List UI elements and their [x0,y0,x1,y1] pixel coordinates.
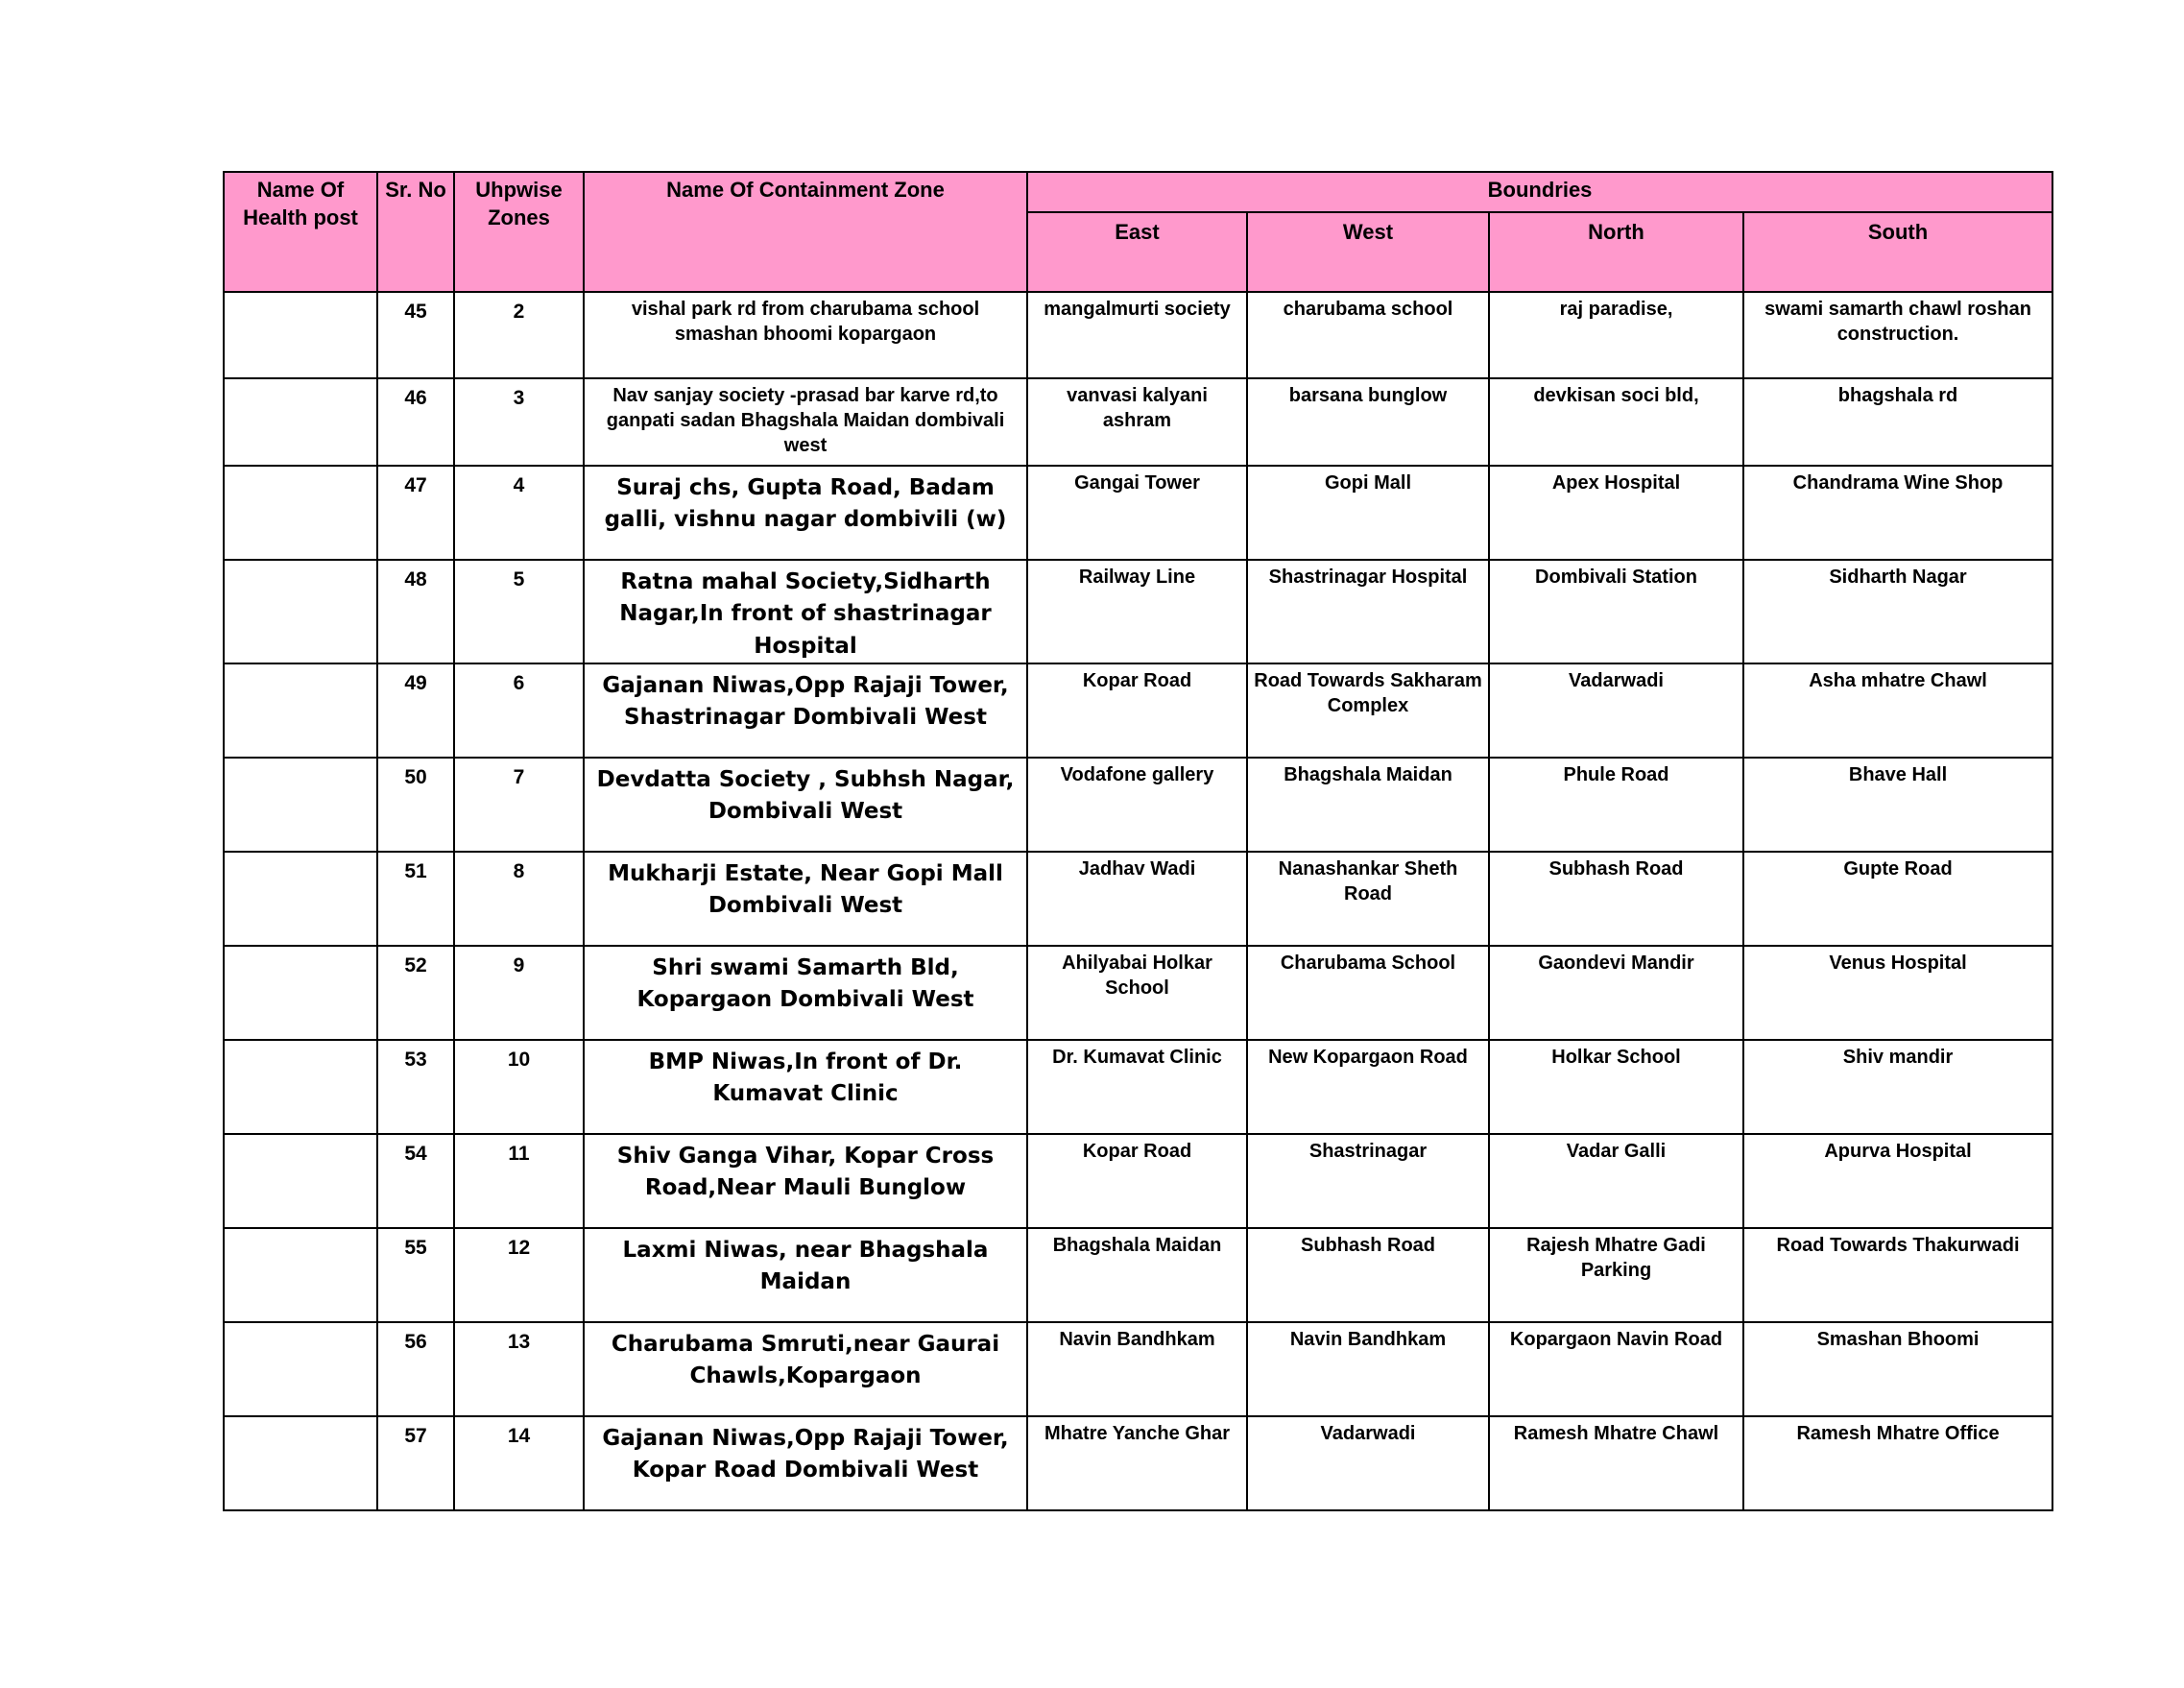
cell-west: Shastrinagar Hospital [1247,560,1489,663]
cell-zone: 3 [454,378,584,466]
cell-west: Road Towards Sakharam Complex [1247,663,1489,758]
cell-west: Nanashankar Sheth Road [1247,852,1489,946]
cell-south: Shiv mandir [1743,1040,2052,1134]
cell-south: Bhave Hall [1743,758,2052,852]
table-header [224,172,2052,292]
cell-south: Gupte Road [1743,852,2052,946]
table-row [224,1322,2052,1416]
cell-zone-name: Shiv Ganga Vihar, Kopar Cross Road,Near Mauli Bunglow [584,1134,1027,1228]
cell-north: Dombivali Station [1489,560,1743,663]
cell-zone-name: Devdatta Society , Subhsh Nagar, Dombivali West [584,758,1027,852]
cell-sr-no: 49 [377,663,454,758]
header-boundries: Boundries [1027,172,2052,212]
table-row [224,1040,2052,1134]
cell-sr-no: 51 [377,852,454,946]
cell-zone-name: Gajanan Niwas,Opp Rajaji Tower, Kopar Road Dombivali West [584,1416,1027,1510]
cell-health-post [224,378,377,466]
header-health-post: Name Of Health post [224,172,377,292]
cell-sr-no: 54 [377,1134,454,1228]
cell-zone-name: Nav sanjay society -prasad bar karve rd,to ganpati sadan Bhagshala Maidan dombivali west [584,378,1027,466]
cell-zone: 11 [454,1134,584,1228]
cell-sr-no: 52 [377,946,454,1040]
cell-east: Kopar Road [1027,1134,1247,1228]
cell-zone-name: Suraj chs, Gupta Road, Badam galli, vishnu nagar dombivili (w) [584,466,1027,560]
cell-health-post [224,852,377,946]
cell-health-post [224,466,377,560]
table-body [224,292,2052,1510]
cell-west: Shastrinagar [1247,1134,1489,1228]
cell-south: Smashan Bhoomi [1743,1322,2052,1416]
cell-east: Kopar Road [1027,663,1247,758]
header-west: West [1247,212,1489,292]
header-containment-zone: Name Of Containment Zone [584,172,1027,292]
table-row [224,852,2052,946]
cell-east: Vodafone gallery [1027,758,1247,852]
cell-zone: 10 [454,1040,584,1134]
cell-health-post [224,1228,377,1322]
cell-health-post [224,758,377,852]
header-south: South [1743,212,2052,292]
cell-north: Ramesh Mhatre Chawl [1489,1416,1743,1510]
cell-south: Ramesh Mhatre Office [1743,1416,2052,1510]
cell-east: Bhagshala Maidan [1027,1228,1247,1322]
cell-zone-name: Charubama Smruti,near Gaurai Chawls,Kopargaon [584,1322,1027,1416]
cell-sr-no: 53 [377,1040,454,1134]
cell-east: vanvasi kalyani ashram [1027,378,1247,466]
cell-sr-no: 55 [377,1228,454,1322]
cell-zone-name: Shri swami Samarth Bld, Kopargaon Dombivali West [584,946,1027,1040]
cell-zone: 9 [454,946,584,1040]
header-sr-no: Sr. No [377,172,454,292]
header-east: East [1027,212,1247,292]
cell-north: Apex Hospital [1489,466,1743,560]
cell-zone-name: vishal park rd from charubama school smashan bhoomi kopargaon [584,292,1027,378]
cell-west: Gopi Mall [1247,466,1489,560]
cell-zone-name: Mukharji Estate, Near Gopi Mall Dombivali West [584,852,1027,946]
table-row [224,663,2052,758]
cell-zone: 6 [454,663,584,758]
cell-north: Kopargaon Navin Road [1489,1322,1743,1416]
header-north: North [1489,212,1743,292]
cell-zone: 5 [454,560,584,663]
cell-west: barsana bunglow [1247,378,1489,466]
cell-health-post [224,663,377,758]
cell-east: Jadhav Wadi [1027,852,1247,946]
table-row [224,1134,2052,1228]
cell-sr-no: 47 [377,466,454,560]
cell-north: devkisan soci bld, [1489,378,1743,466]
header-uhpwise-zones: Uhpwise Zones [454,172,584,292]
cell-health-post [224,1416,377,1510]
cell-sr-no: 50 [377,758,454,852]
cell-zone-name: BMP Niwas,In front of Dr. Kumavat Clinic [584,1040,1027,1134]
cell-east: Navin Bandhkam [1027,1322,1247,1416]
cell-south: Road Towards Thakurwadi [1743,1228,2052,1322]
table-row [224,292,2052,378]
cell-south: Apurva Hospital [1743,1134,2052,1228]
cell-health-post [224,946,377,1040]
cell-zone: 7 [454,758,584,852]
table-row [224,560,2052,663]
cell-health-post [224,1322,377,1416]
cell-north: Gaondevi Mandir [1489,946,1743,1040]
table-row [224,1416,2052,1510]
cell-west: Vadarwadi [1247,1416,1489,1510]
cell-zone-name: Gajanan Niwas,Opp Rajaji Tower, Shastrinagar Dombivali West [584,663,1027,758]
cell-zone-name: Ratna mahal Society,Sidharth Nagar,In front of shastrinagar Hospital [584,560,1027,663]
cell-sr-no: 48 [377,560,454,663]
cell-east: Gangai Tower [1027,466,1247,560]
cell-zone: 14 [454,1416,584,1510]
cell-south: Chandrama Wine Shop [1743,466,2052,560]
cell-north: raj paradise, [1489,292,1743,378]
cell-zone: 2 [454,292,584,378]
cell-zone: 13 [454,1322,584,1416]
cell-south: bhagshala rd [1743,378,2052,466]
cell-health-post [224,1134,377,1228]
cell-east: Dr. Kumavat Clinic [1027,1040,1247,1134]
table-row [224,378,2052,466]
cell-west: Charubama School [1247,946,1489,1040]
cell-sr-no: 46 [377,378,454,466]
cell-sr-no: 45 [377,292,454,378]
cell-sr-no: 57 [377,1416,454,1510]
table-row [224,758,2052,852]
cell-west: charubama school [1247,292,1489,378]
cell-health-post [224,1040,377,1134]
cell-zone: 4 [454,466,584,560]
cell-sr-no: 56 [377,1322,454,1416]
cell-east: Mhatre Yanche Ghar [1027,1416,1247,1510]
cell-north: Vadar Galli [1489,1134,1743,1228]
cell-north: Subhash Road [1489,852,1743,946]
cell-north: Rajesh Mhatre Gadi Parking [1489,1228,1743,1322]
cell-east: mangalmurti society [1027,292,1247,378]
table-row [224,1228,2052,1322]
cell-south: Venus Hospital [1743,946,2052,1040]
table-row [224,466,2052,560]
cell-health-post [224,292,377,378]
cell-south: Asha mhatre Chawl [1743,663,2052,758]
cell-health-post [224,560,377,663]
cell-east: Railway Line [1027,560,1247,663]
cell-zone: 12 [454,1228,584,1322]
cell-west: New Kopargaon Road [1247,1040,1489,1134]
cell-zone: 8 [454,852,584,946]
cell-north: Vadarwadi [1489,663,1743,758]
cell-east: Ahilyabai Holkar School [1027,946,1247,1040]
cell-south: Sidharth Nagar [1743,560,2052,663]
cell-west: Navin Bandhkam [1247,1322,1489,1416]
cell-west: Bhagshala Maidan [1247,758,1489,852]
cell-zone-name: Laxmi Niwas, near Bhagshala Maidan [584,1228,1027,1322]
cell-north: Holkar School [1489,1040,1743,1134]
cell-west: Subhash Road [1247,1228,1489,1322]
cell-south: swami samarth chawl roshan construction. [1743,292,2052,378]
table-row [224,946,2052,1040]
cell-north: Phule Road [1489,758,1743,852]
containment-zones-table [223,171,2053,1511]
